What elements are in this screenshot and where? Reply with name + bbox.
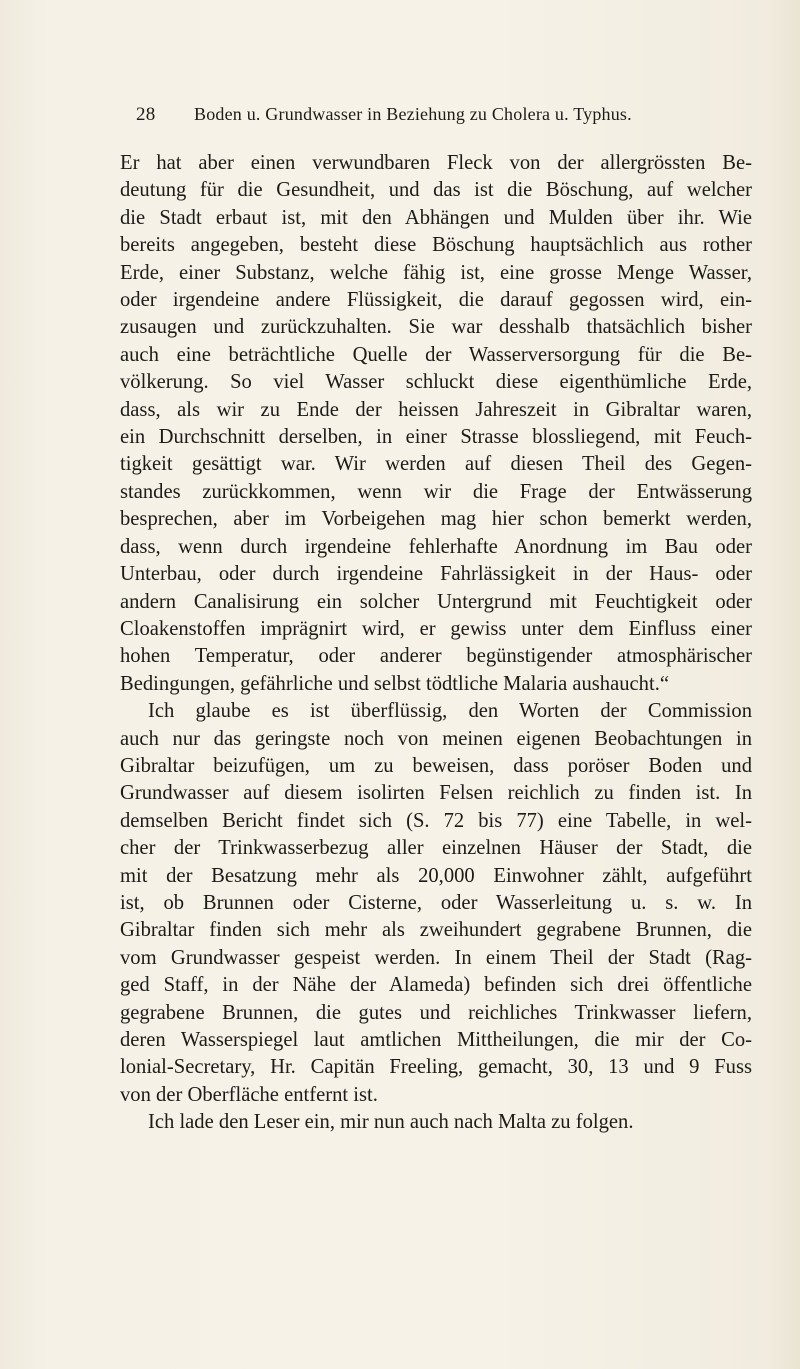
- text-line: oder irgendeine andere Flüssigkeit, die darauf gegossen wird, ein-: [120, 289, 752, 312]
- text-line: zusaugen und zurückzuhalten. Sie war desshalb thatsächlich bisher: [120, 316, 752, 339]
- text-line: Ich lade den Leser ein, mir nun auch nach Malta zu folgen.: [148, 1111, 634, 1134]
- text-line: andern Canalisirung ein solcher Untergrund mit Feuchtigkeit oder: [120, 590, 752, 613]
- text-line: deren Wasserspiegel laut amtlichen Mittheilungen, die mir der Co-: [120, 1029, 752, 1051]
- text-line: Unterbau, oder durch irgendeine Fahrlässigkeit in der Haus- oder: [120, 563, 752, 586]
- page-header: [136, 104, 736, 128]
- text-line: cher der Trinkwasserbezug aller einzelnen Häuser der Stadt, die: [120, 837, 752, 860]
- text-line: Bedingungen, gefährliche und selbst tödtliche Malaria aushaucht.“: [120, 672, 669, 695]
- running-title: Boden u. Grundwasser in Beziehung zu Cholera u. Typhus.: [194, 104, 632, 124]
- text-line: tigkeit gesättigt war. Wir werden auf diesen Theil des Gegen-: [120, 453, 752, 476]
- text-line: gegrabene Brunnen, die gutes und reichliches Trinkwasser liefern,: [120, 1001, 752, 1024]
- text-line: ged Staff, in der Nähe der Alameda) befinden sich drei öffentliche: [120, 974, 752, 997]
- text-line: Er hat aber einen verwundbaren Fleck von der allergrössten Be-: [120, 152, 752, 174]
- text-line: hohen Temperatur, oder anderer begünstigender atmosphärischer: [120, 645, 752, 668]
- text-line: vom Grundwasser gespeist werden. In einem Theil der Stadt (Rag-: [120, 946, 752, 969]
- text-line: Cloakenstoffen imprägnirt wird, er gewiss unter dem Einfluss einer: [120, 617, 752, 640]
- text-line: auch eine beträchtliche Quelle der Wasserversorgung für die Be-: [120, 343, 752, 366]
- text-line: auch nur das geringste noch von meinen eigenen Beobachtungen in: [120, 727, 752, 750]
- body-text: [120, 150, 752, 1137]
- text-line: Gibraltar finden sich mehr als zweihundert gegrabene Brunnen, die: [120, 919, 752, 942]
- text-line: Erde, einer Substanz, welche fähig ist, eine grosse Menge Wasser,: [120, 261, 752, 284]
- text-line: bereits angegeben, besteht diese Böschung hauptsächlich aus rother: [120, 234, 752, 257]
- text-line: ein Durchschnitt derselben, in einer Strasse blossliegend, mit Feuch-: [120, 426, 752, 449]
- text-line: Grundwasser auf diesem isolirten Felsen reichlich zu finden ist. In: [120, 782, 752, 805]
- text-line: besprechen, aber im Vorbeigehen mag hier schon bemerkt werden,: [120, 508, 752, 531]
- text-line: völkerung. So viel Wasser schluckt diese eigenthümliche Erde,: [120, 371, 752, 394]
- text-line: deutung für die Gesundheit, und das ist die Böschung, auf welcher: [120, 179, 752, 202]
- text-line: Gibraltar beizufügen, um zu beweisen, dass poröser Boden und: [120, 754, 752, 777]
- text-line: dass, als wir zu Ende der heissen Jahreszeit in Gibraltar waren,: [120, 398, 752, 421]
- text-line: mit der Besatzung mehr als 20,000 Einwohner zählt, aufgeführt: [120, 864, 752, 887]
- text-line: dass, wenn durch irgendeine fehlerhafte Anordnung im Bau oder: [120, 535, 752, 558]
- text-line: lonial-Secretary, Hr. Capitän Freeling, gemacht, 30, 13 und 9 Fuss: [120, 1056, 752, 1079]
- text-line: standes zurückkommen, wenn wir die Frage der Entwässerung: [120, 480, 752, 503]
- text-line: die Stadt erbaut ist, mit den Abhängen und Mulden über ihr. Wie: [120, 206, 752, 229]
- text-line: demselben Bericht findet sich (S. 72 bis 77) eine Tabelle, in wel-: [120, 809, 752, 832]
- page-number: 28: [136, 104, 156, 125]
- text-line: Ich glaube es ist überflüssig, den Worten der Commission: [148, 700, 752, 723]
- text-line: ist, ob Brunnen oder Cisterne, oder Wasserleitung u. s. w. In: [120, 891, 752, 914]
- text-line: von der Oberfläche entfernt ist.: [120, 1083, 378, 1106]
